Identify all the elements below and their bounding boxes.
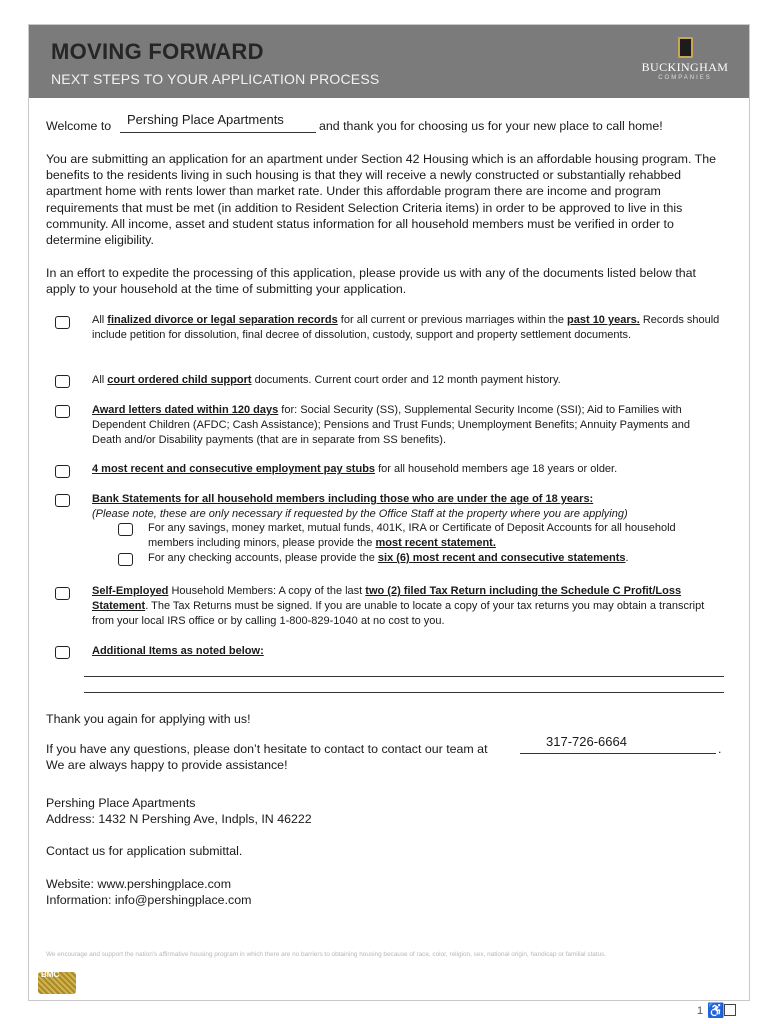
self-employed-text xyxy=(92,584,722,629)
checking-accounts-checkbox[interactable] xyxy=(118,553,133,566)
property-address: Address: 1432 N Pershing Ave, Indpls, IN 46222 xyxy=(46,812,312,826)
logo-sub: COMPANIES xyxy=(658,75,712,81)
pay-stubs-text xyxy=(92,462,722,477)
child-support-text xyxy=(92,373,722,388)
documents-paragraph: In an effort to expedite the processing of this application, please provide us with any of the documents listed below that apply to your household at the time of submitting your application. xyxy=(46,266,696,297)
property-name-line xyxy=(120,132,316,133)
bank-sub2-end: . xyxy=(625,552,629,564)
property-name-field[interactable]: Pershing Place Apartments xyxy=(127,112,284,127)
self-employed-checkbox[interactable] xyxy=(55,587,70,600)
divorce-d: Records should include petition for dissolution, final decree of dissolution, custody, support and property settlement documents. xyxy=(92,314,720,341)
bank-statements-text xyxy=(92,492,722,522)
child-support-a: All xyxy=(92,374,108,386)
child-support-b1: court ordered child support xyxy=(107,374,252,386)
contact-end: . xyxy=(718,742,722,756)
page-title: MOVING FORWARD xyxy=(51,39,264,64)
welcome-prefix: Welcome to xyxy=(46,119,112,133)
page-number: 1 xyxy=(697,1005,704,1017)
pay-stubs-b1: 4 most recent and consecutive employment pay stubs xyxy=(92,463,376,475)
information-text: Information: info@pershingplace.com xyxy=(46,893,252,907)
child-support-checkbox[interactable] xyxy=(55,375,70,388)
door-icon xyxy=(678,37,693,58)
divorce-b2: past 10 years. xyxy=(567,314,640,326)
additional-items-text xyxy=(92,644,722,659)
award-letters-checkbox[interactable] xyxy=(55,405,70,418)
accessibility-icon: ♿ xyxy=(707,1002,725,1018)
divorce-records-checkbox[interactable] xyxy=(55,316,70,329)
award-b1: Award letters dated within 120 days xyxy=(92,404,279,416)
award-letters-text xyxy=(92,403,722,448)
savings-accounts-text xyxy=(148,521,723,551)
pay-stubs-c: for all household members age 18 years or older. xyxy=(375,463,618,475)
bmc-badge-text: BMC xyxy=(41,970,60,979)
bank-b1: Bank Statements for all household members including those who are under the age of 18 years: xyxy=(92,493,594,505)
divorce-records-text xyxy=(92,313,722,343)
logo-name: BUCKINGHAM xyxy=(641,60,729,74)
award-c: for: Social Security (SS), Supplemental Security Income (SSI); Aid to Families with Dependent Children (AFDC; Cash Assistance); Pensions and Trust Funds; Unemployment Benefits; Annuity Payments and Death and/or Disability payments (that are in separate from SS benefits). xyxy=(92,404,690,446)
thanks-text: Thank you again for applying with us! xyxy=(46,712,251,726)
page-subtitle: NEXT STEPS TO YOUR APPLICATION PROCESS xyxy=(51,71,380,87)
self-employed-b2: two (2) filed Tax Return including the Schedule C Profit/Loss Statement xyxy=(92,585,682,612)
website-text: Website: www.pershingplace.com xyxy=(46,877,232,891)
fair-housing-note: We encourage and support the nation's affirmative housing program in which there are no barriers to obtaining housing because of race, color, religion, sex, national origin, handicap or familial status. xyxy=(46,951,607,958)
property-name: Pershing Place Apartments xyxy=(46,796,196,810)
bank-note: (Please note, these are only necessary if requested by the Office Staff at the property where you are applying) xyxy=(92,508,628,520)
divorce-b1: finalized divorce or legal separation records xyxy=(107,314,338,326)
bank-sub1-b: most recent statement. xyxy=(375,537,496,549)
contact-prefix: If you have any questions, please don’t hesitate to contact to contact our team at xyxy=(46,742,488,756)
divorce-c: for all current or previous marriages within the xyxy=(337,314,568,326)
pay-stubs-checkbox[interactable] xyxy=(55,465,70,478)
divorce-a: All xyxy=(92,314,108,326)
header-banner xyxy=(29,25,749,98)
submittal-text: Contact us for application submittal. xyxy=(46,844,243,858)
savings-accounts-checkbox[interactable] xyxy=(118,523,133,536)
assist-text: We are always happy to provide assistance! xyxy=(46,758,288,772)
bank-sub2: For any checking accounts, please provide the xyxy=(148,552,378,564)
phone-field[interactable]: 317-726-6664 xyxy=(546,734,627,749)
bank-statements-checkbox[interactable] xyxy=(55,494,70,507)
welcome-suffix: and thank you for choosing us for your new place to call home! xyxy=(319,119,663,133)
child-support-c: documents. Current court order and 12 month payment history. xyxy=(251,374,561,386)
self-employed-c: Household Members: A copy of the last xyxy=(168,585,366,597)
equal-housing-icon xyxy=(724,1004,736,1016)
additional-items-checkbox[interactable] xyxy=(55,646,70,659)
bank-sub1: For any savings, money market, mutual funds, 401K, IRA or Certificate of Deposit Accounts for all household members including minors, please provide the xyxy=(148,522,676,549)
buckingham-logo xyxy=(635,37,735,81)
additional-items-line-2[interactable] xyxy=(84,692,724,693)
additional-items-line-1[interactable] xyxy=(84,676,724,677)
intro-paragraph: You are submitting an application for an apartment under Section 42 Housing which is an affordable housing program. The benefits to the residents living in such housing is that they will receive a newly constructed or substantially rehabbed apartment home with rents lower than market rate. Under this affordable program there are income and program requirements that must be met (in addition to Resident Selection Criteria items) in order to be approved to live in this community. All income, asset and student status information for all household members must be verified in order to determine eligibility. xyxy=(46,152,716,248)
additional-b1: Additional Items as noted below: xyxy=(92,645,264,657)
bank-sub2-b: six (6) most recent and consecutive statements xyxy=(377,552,626,564)
self-employed-d: . The Tax Returns must be signed. If you are unable to locate a copy of your tax returns you may obtain a transcript from your local IRS office or by calling 1-800-829-1040 at no cost to you. xyxy=(92,600,705,627)
checking-accounts-text xyxy=(148,551,723,566)
self-employed-b1: Self-Employed xyxy=(92,585,169,597)
phone-line xyxy=(520,753,716,754)
